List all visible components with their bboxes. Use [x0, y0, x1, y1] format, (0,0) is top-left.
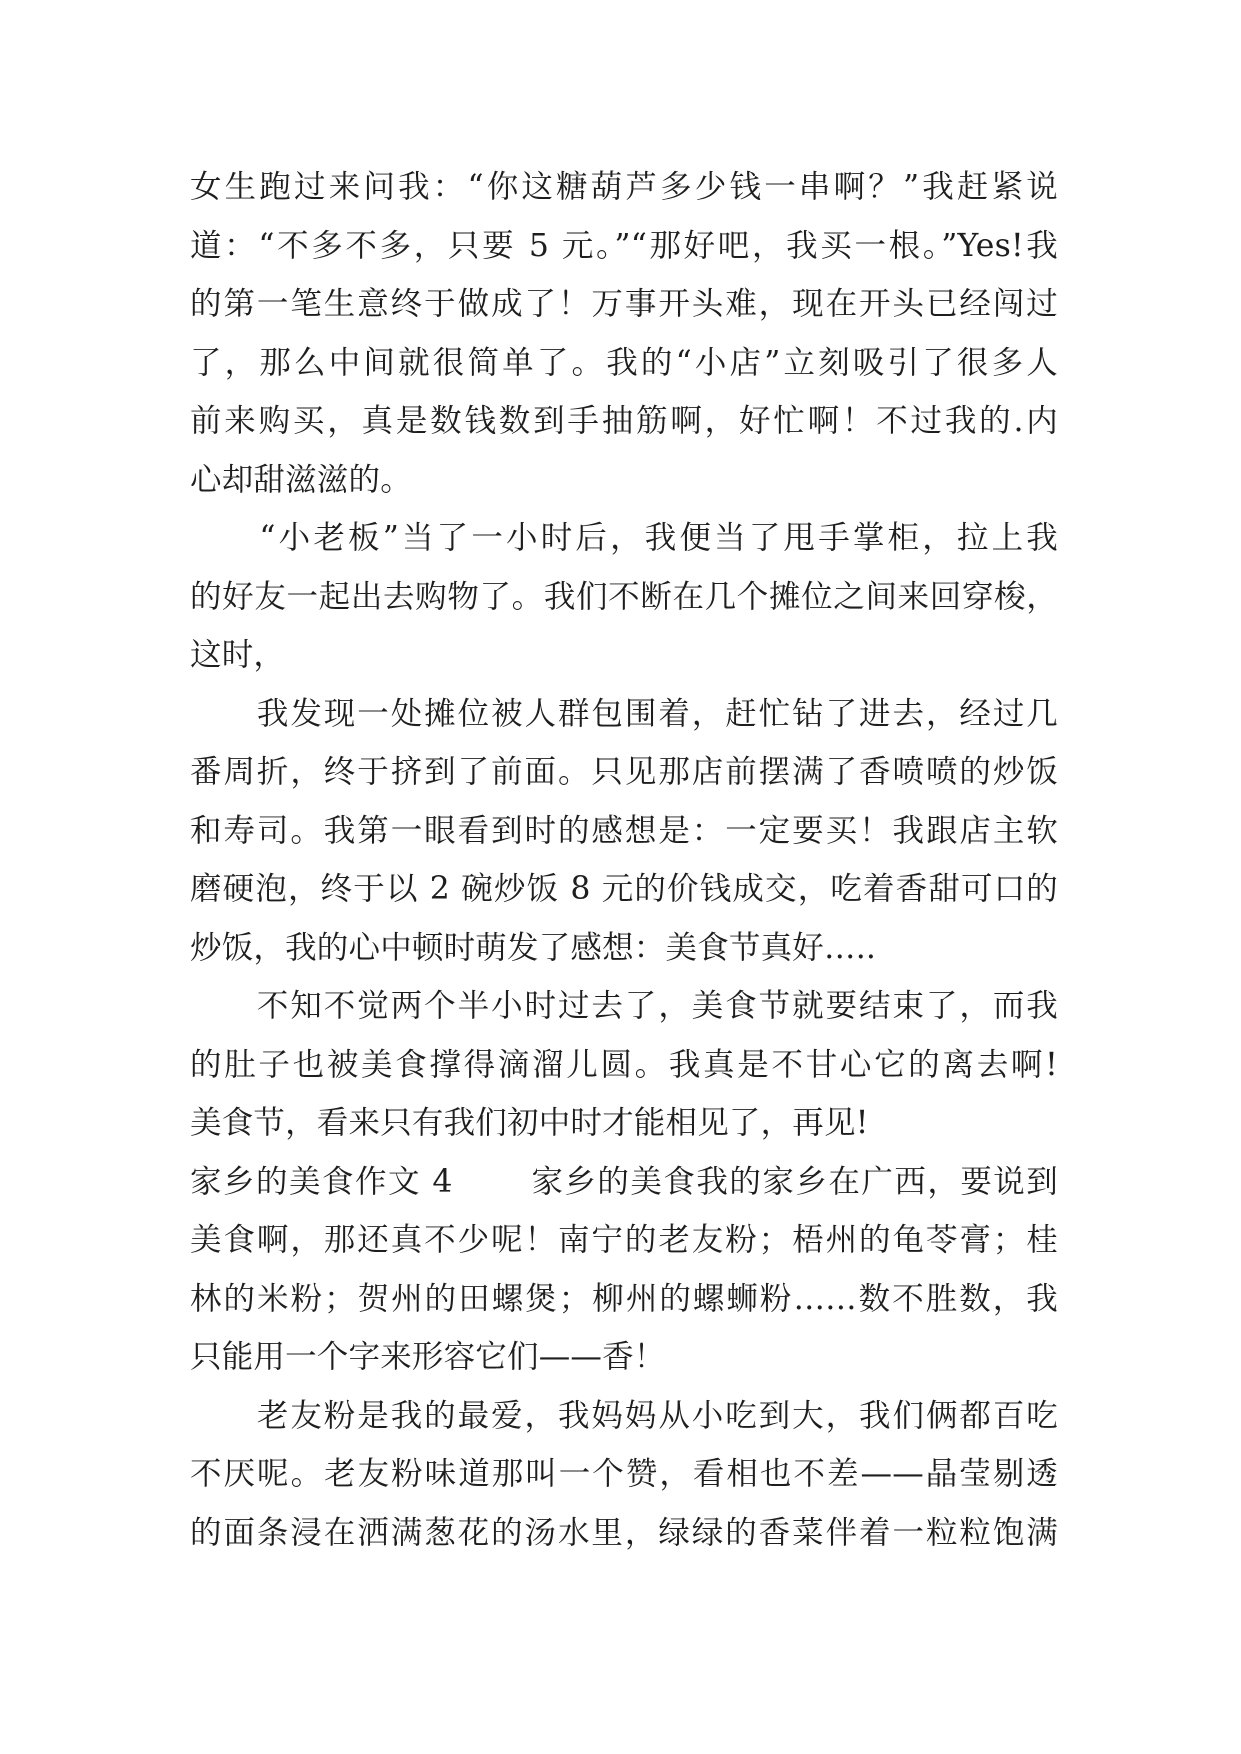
text-line: 女生跑过来问我：“你这糖葫芦多少钱一串啊？”我赶紧说 — [190, 169, 1058, 205]
text-line: 心却甜滋滋的。 — [190, 461, 412, 498]
text-line: 和寿司。我第一眼看到时的感想是：一定要买！我跟店主软 — [190, 812, 1058, 849]
text-line: 林的米粉；贺州的田螺煲；柳州的螺蛳粉……数不胜数，我 — [190, 1280, 1058, 1317]
text-line: 了，那么中间就很简单了。我的“小店”立刻吸引了很多人 — [190, 344, 1058, 381]
text-line: 磨硬泡，终于以 2 碗炒饭 8 元的价钱成交，吃着香甜可口的 — [190, 871, 1058, 907]
text-line: 的好友一起出去购物了。我们不断在几个摊位之间来回穿梭， — [190, 578, 1058, 615]
text-line: 番周折，终于挤到了前面。只见那店前摆满了香喷喷的炒饭 — [190, 754, 1058, 790]
text-line: “小老板”当了一小时后，我便当了甩手掌柜，拉上我 — [190, 520, 1058, 556]
text-line: 的面条浸在洒满葱花的汤水里，绿绿的香菜伴着一粒粒饱满 — [190, 1514, 1058, 1551]
text-line: 只能用一个字来形容它们——香！ — [190, 1339, 666, 1375]
text-line: 美食节，看来只有我们初中时才能相见了，再见! — [190, 1105, 869, 1141]
text-line: 我发现一处摊位被人群包围着，赶忙钻了进去，经过几 — [190, 695, 1058, 732]
text-line: 这时， — [190, 637, 286, 673]
text-line: 不厌呢。老友粉味道那叫一个赞，看相也不差——晶莹剔透 — [190, 1456, 1058, 1492]
text-line: 美食啊，那还真不少呢！南宁的老友粉；梧州的龟苓膏；桂 — [190, 1222, 1058, 1258]
text-line: 不知不觉两个半小时过去了，美食节就要结束了，而我 — [190, 988, 1058, 1024]
text-line: 的第一笔生意终于做成了！万事开头难，现在开头已经闯过 — [190, 286, 1058, 322]
text-line: 炒饭，我的心中顿时萌发了感想：美食节真好….. — [190, 929, 887, 966]
text-line: 老友粉是我的最爱，我妈妈从小吃到大，我们俩都百吃 — [190, 1397, 1058, 1434]
text-line: 道：“不多不多，只要 5 元。”“那好吧，我买一根。”Yes!我 — [190, 227, 1058, 264]
text-line: 的肚子也被美食撑得滴溜儿圆。我真是不甘心它的离去啊! — [190, 1046, 1058, 1083]
section-heading-line: 家乡的美食作文 4 家乡的美食我的家乡在广西，要说到 — [190, 1163, 1058, 1200]
text-line: 前来购买，真是数钱数到手抽筋啊，好忙啊！不过我的.内 — [190, 403, 1058, 439]
body-text — [190, 158, 1058, 1562]
